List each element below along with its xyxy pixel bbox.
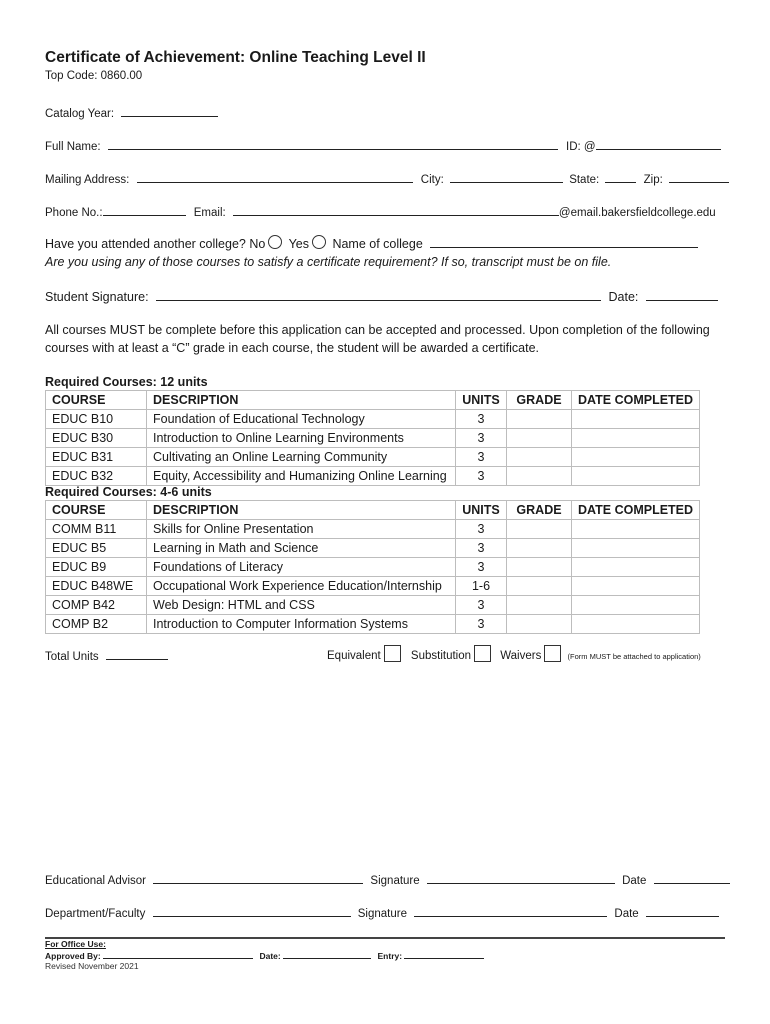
column-header: DESCRIPTION bbox=[147, 501, 456, 520]
date-completed-cell[interactable] bbox=[572, 520, 700, 539]
zip-label: Zip: bbox=[643, 174, 663, 186]
column-header: UNITS bbox=[456, 501, 507, 520]
date-completed-cell[interactable] bbox=[572, 448, 700, 467]
column-header: UNITS bbox=[456, 391, 507, 410]
course-description: Foundations of Literacy bbox=[147, 558, 456, 577]
catalog-year-row bbox=[45, 104, 218, 120]
attended-label: Have you attended another college? bbox=[45, 237, 246, 251]
course-description: Introduction to Online Learning Environments bbox=[147, 429, 456, 448]
advisor-row bbox=[45, 871, 730, 887]
approved-by-field[interactable] bbox=[103, 950, 253, 959]
no-label: No bbox=[249, 237, 266, 251]
department-date-field[interactable] bbox=[646, 904, 719, 917]
transcript-note: Are you using any of those courses to satisfy a certificate requirement? If so, transcript must be on file. bbox=[45, 255, 612, 269]
attended-row bbox=[45, 235, 698, 251]
table-row bbox=[46, 577, 700, 596]
column-header: DATE COMPLETED bbox=[572, 501, 700, 520]
revised-date: Revised November 2021 bbox=[45, 961, 139, 971]
course-code: EDUC B31 bbox=[46, 448, 147, 467]
course-units: 3 bbox=[456, 596, 507, 615]
city-field[interactable] bbox=[450, 170, 563, 183]
full-name-label: Full Name: bbox=[45, 141, 101, 153]
table-row bbox=[46, 558, 700, 577]
department-field[interactable] bbox=[153, 904, 351, 917]
course-code: EDUC B5 bbox=[46, 539, 147, 558]
section-2-heading: Required Courses: 4-6 units bbox=[45, 485, 212, 499]
section-2-table bbox=[45, 500, 700, 634]
total-units-row bbox=[45, 647, 168, 663]
mailing-address-field[interactable] bbox=[137, 170, 413, 183]
course-code: EDUC B10 bbox=[46, 410, 147, 429]
table-row bbox=[46, 596, 700, 615]
form-note: (Form MUST be attached to application) bbox=[567, 652, 701, 661]
id-label: ID: @ bbox=[566, 141, 596, 153]
advisor-date-label: Date bbox=[622, 875, 647, 887]
top-code: Top Code: 0860.00 bbox=[45, 70, 143, 82]
city-label: City: bbox=[420, 174, 444, 186]
substitution-checkbox[interactable] bbox=[474, 645, 491, 662]
entry-field[interactable] bbox=[404, 950, 484, 959]
grade-cell[interactable] bbox=[507, 467, 572, 486]
column-header: GRADE bbox=[507, 501, 572, 520]
substitution-label: Substitution bbox=[410, 650, 472, 662]
advisor-signature-field[interactable] bbox=[427, 871, 615, 884]
office-use-label: For Office Use: bbox=[45, 939, 106, 949]
grade-cell[interactable] bbox=[507, 429, 572, 448]
options-row bbox=[327, 645, 701, 662]
advisor-date-field[interactable] bbox=[654, 871, 730, 884]
course-description: Equity, Accessibility and Humanizing Online Learning bbox=[147, 467, 456, 486]
course-description: Introduction to Computer Information Systems bbox=[147, 615, 456, 634]
course-code: EDUC B9 bbox=[46, 558, 147, 577]
email-domain: @email.bakersfieldcollege.edu bbox=[558, 207, 716, 219]
department-signature-label: Signature bbox=[357, 908, 407, 920]
student-signature-row bbox=[45, 288, 718, 304]
student-signature-label: Student Signature: bbox=[45, 290, 149, 304]
course-description: Learning in Math and Science bbox=[147, 539, 456, 558]
table-row bbox=[46, 520, 700, 539]
table-row bbox=[46, 429, 700, 448]
full-name-row bbox=[45, 137, 721, 153]
date-completed-cell[interactable] bbox=[572, 467, 700, 486]
course-code: EDUC B30 bbox=[46, 429, 147, 448]
course-units: 1-6 bbox=[456, 577, 507, 596]
grade-cell[interactable] bbox=[507, 410, 572, 429]
grade-cell[interactable] bbox=[507, 577, 572, 596]
divider bbox=[45, 937, 725, 939]
mailing-address-label: Mailing Address: bbox=[45, 174, 130, 186]
yes-label: Yes bbox=[288, 237, 309, 251]
yes-radio[interactable] bbox=[312, 235, 326, 249]
entry-label: Entry: bbox=[377, 951, 403, 961]
column-header: DATE COMPLETED bbox=[572, 391, 700, 410]
state-label: State: bbox=[569, 174, 600, 186]
no-radio[interactable] bbox=[268, 235, 282, 249]
table-row bbox=[46, 467, 700, 486]
college-field[interactable] bbox=[430, 235, 698, 248]
phone-field[interactable] bbox=[103, 203, 186, 216]
grade-cell[interactable] bbox=[507, 448, 572, 467]
approved-by-label: Approved By: bbox=[45, 951, 101, 961]
phone-label: Phone No.: bbox=[45, 207, 103, 219]
total-units-label: Total Units bbox=[45, 651, 99, 663]
department-row bbox=[45, 904, 719, 920]
email-field[interactable] bbox=[233, 203, 559, 216]
column-header: COURSE bbox=[46, 501, 147, 520]
course-units: 3 bbox=[456, 539, 507, 558]
table-row bbox=[46, 615, 700, 634]
grade-cell[interactable] bbox=[507, 558, 572, 577]
date-completed-cell[interactable] bbox=[572, 539, 700, 558]
advisor-label: Educational Advisor bbox=[45, 875, 147, 887]
zip-field[interactable] bbox=[669, 170, 729, 183]
state-field[interactable] bbox=[605, 170, 636, 183]
equivalent-checkbox[interactable] bbox=[384, 645, 401, 662]
course-units: 3 bbox=[456, 448, 507, 467]
course-units: 3 bbox=[456, 558, 507, 577]
course-description: Cultivating an Online Learning Community bbox=[147, 448, 456, 467]
table-row bbox=[46, 448, 700, 467]
instructions-line-2: courses with at least a “C” grade in each course, the student will be awarded a certificate. bbox=[45, 341, 540, 355]
column-header: COURSE bbox=[46, 391, 147, 410]
course-code: EDUC B32 bbox=[46, 467, 147, 486]
office-date-label: Date: bbox=[259, 951, 281, 961]
waivers-label: Waivers bbox=[500, 650, 542, 662]
grade-cell[interactable] bbox=[507, 615, 572, 634]
table-header-row bbox=[46, 391, 700, 410]
mailing-row bbox=[45, 170, 729, 186]
date-completed-cell[interactable] bbox=[572, 410, 700, 429]
student-date-field[interactable] bbox=[646, 288, 718, 301]
course-code: COMP B2 bbox=[46, 615, 147, 634]
course-units: 3 bbox=[456, 520, 507, 539]
course-description: Web Design: HTML and CSS bbox=[147, 596, 456, 615]
phone-email-row bbox=[45, 203, 716, 219]
catalog-year-label: Catalog Year: bbox=[45, 108, 115, 120]
course-code: COMM B11 bbox=[46, 520, 147, 539]
college-label: Name of college bbox=[332, 237, 423, 251]
department-date-label: Date bbox=[614, 908, 639, 920]
form-title: Certificate of Achievement: Online Teaching Level II bbox=[45, 49, 426, 66]
table-row bbox=[46, 539, 700, 558]
office-date-field[interactable] bbox=[283, 950, 371, 959]
course-code: EDUC B48WE bbox=[46, 577, 147, 596]
department-signature-field[interactable] bbox=[414, 904, 607, 917]
instructions-line-1: All courses MUST be complete before this application can be accepted and processed. Upon completion of the following bbox=[45, 323, 710, 337]
column-header: DESCRIPTION bbox=[147, 391, 456, 410]
section-1-heading: Required Courses: 12 units bbox=[45, 375, 208, 389]
date-completed-cell[interactable] bbox=[572, 429, 700, 448]
section-1-table bbox=[45, 390, 700, 486]
grade-cell[interactable] bbox=[507, 596, 572, 615]
course-units: 3 bbox=[456, 467, 507, 486]
total-units-field[interactable] bbox=[106, 647, 168, 660]
course-units: 3 bbox=[456, 410, 507, 429]
table-header-row bbox=[46, 501, 700, 520]
course-units: 3 bbox=[456, 615, 507, 634]
column-header: GRADE bbox=[507, 391, 572, 410]
date-completed-cell[interactable] bbox=[572, 558, 700, 577]
grade-cell[interactable] bbox=[507, 520, 572, 539]
date-completed-cell[interactable] bbox=[572, 615, 700, 634]
date-completed-cell[interactable] bbox=[572, 577, 700, 596]
full-name-field[interactable] bbox=[108, 137, 558, 150]
equivalent-label: Equivalent bbox=[327, 650, 381, 662]
course-description: Foundation of Educational Technology bbox=[147, 410, 456, 429]
course-description: Skills for Online Presentation bbox=[147, 520, 456, 539]
course-units: 3 bbox=[456, 429, 507, 448]
date-completed-cell[interactable] bbox=[572, 596, 700, 615]
course-description: Occupational Work Experience Education/Internship bbox=[147, 577, 456, 596]
catalog-year-field[interactable] bbox=[121, 104, 218, 117]
id-field[interactable] bbox=[596, 137, 721, 150]
email-label: Email: bbox=[193, 207, 226, 219]
grade-cell[interactable] bbox=[507, 539, 572, 558]
advisor-signature-label: Signature bbox=[370, 875, 420, 887]
course-code: COMP B42 bbox=[46, 596, 147, 615]
student-signature-field[interactable] bbox=[156, 288, 601, 301]
table-row bbox=[46, 410, 700, 429]
department-label: Department/Faculty bbox=[45, 908, 146, 920]
office-approval-row bbox=[45, 950, 484, 961]
student-date-label: Date: bbox=[608, 290, 639, 304]
advisor-field[interactable] bbox=[153, 871, 363, 884]
waivers-checkbox[interactable] bbox=[544, 645, 561, 662]
